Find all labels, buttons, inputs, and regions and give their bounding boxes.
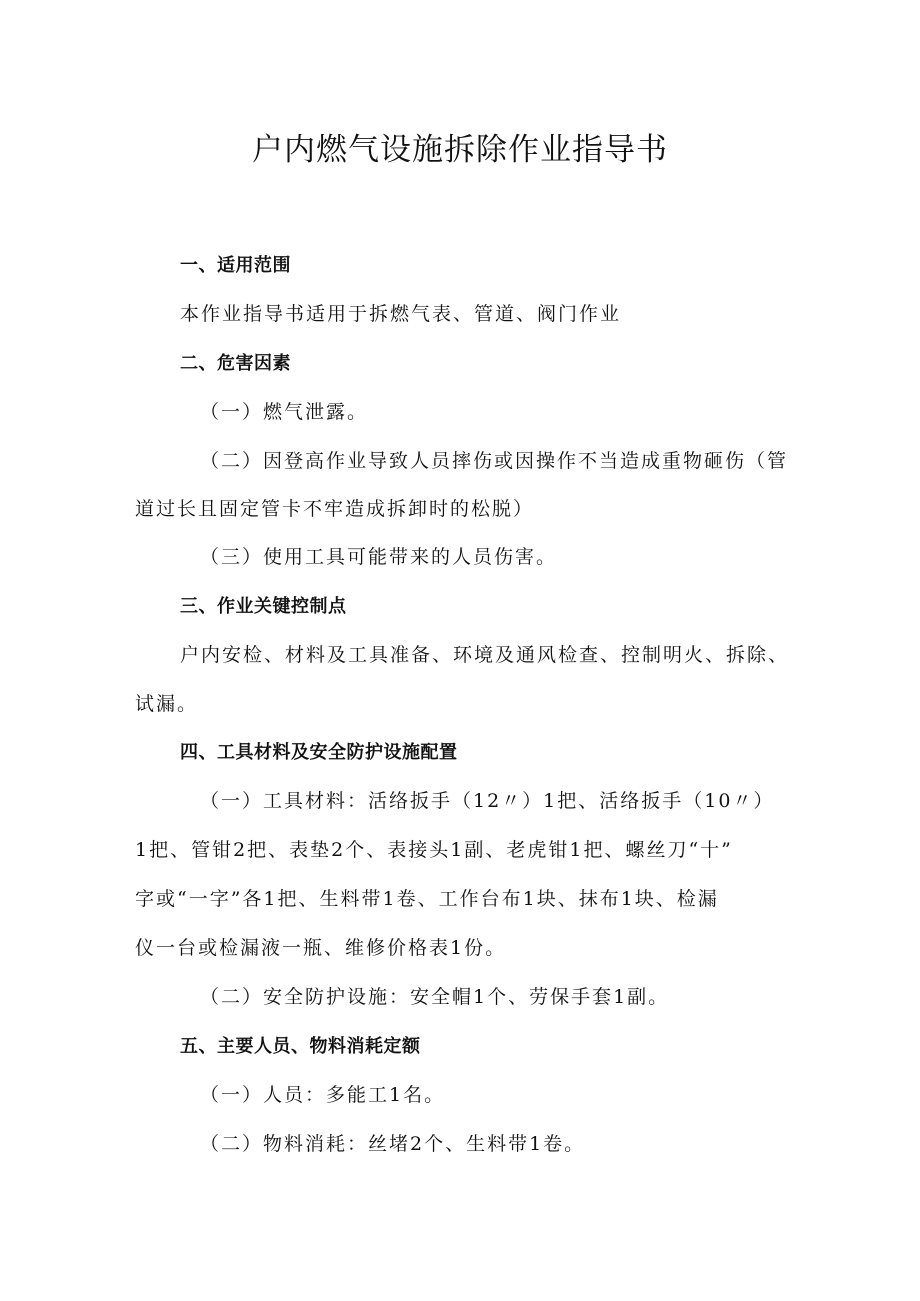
control-points-text: 户内安检、材料及工具准备、环境及通风检查、控制明火、拆除、: [180, 644, 790, 666]
tools-item-1-cont-1: 1把、管钳2把、表垫2个、表接头1副、老虎钳1把、螺丝刀“十”: [135, 839, 733, 861]
tools-item-1-cont-3: 仪一台或检漏液一瓶、维修价格表1份。: [135, 937, 507, 959]
section-heading-scope: 一、适用范围: [180, 255, 291, 276]
tools-item-2: （二）安全防护设施：安全帽1个、劳保手套1副。: [200, 986, 670, 1008]
section-heading-hazards: 二、危害因素: [180, 353, 291, 374]
hazard-item-2-cont: 道过长且固定管卡不牢造成拆卸时的松脱）: [135, 498, 535, 520]
personnel-item-2: （二）物料消耗：丝堵2个、生料带1卷。: [200, 1133, 586, 1155]
scope-text: 本作业指导书适用于拆燃气表、管道、阀门作业: [180, 303, 622, 325]
hazard-item-2: （二）因登高作业导致人员摔伤或因操作不当造成重物砸伤（管: [200, 450, 789, 472]
hazard-item-3: （三）使用工具可能带来的人员伤害。: [200, 546, 558, 568]
control-points-text-cont: 试漏。: [135, 693, 199, 715]
hazard-item-1: （一）燃气泄露。: [200, 401, 369, 423]
tools-item-1: （一）工具材料：活络扳手（12〃）1把、活络扳手（10〃）: [200, 790, 775, 812]
tools-item-1-cont-2: 字或“一字”各1把、生料带1卷、工作台布1块、抹布1块、检漏: [135, 888, 719, 910]
section-heading-personnel: 五、主要人员、物料消耗定额: [180, 1036, 421, 1057]
document-title: 户内燃气设施拆除作业指导书: [252, 132, 668, 168]
section-heading-tools: 四、工具材料及安全防护设施配置: [180, 742, 458, 763]
section-heading-control-points: 三、作业关键控制点: [180, 596, 347, 617]
personnel-item-1: （一）人员：多能工1名。: [200, 1084, 446, 1106]
